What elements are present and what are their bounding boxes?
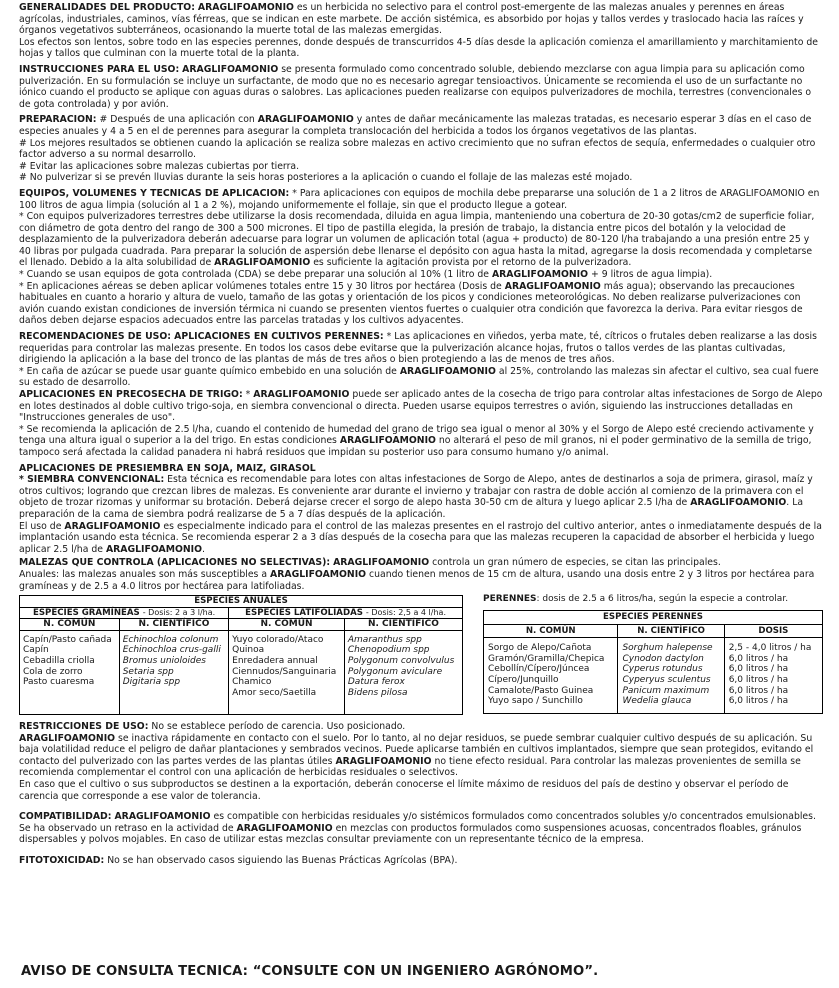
restricciones-text: No se establece período de carencia. Uso posicionado.: [151, 721, 406, 733]
section-recomendaciones: [19, 331, 823, 389]
common-name-cell: [20, 698, 120, 714]
precosecha-heading: APLICACIONES EN PRECOSECHA DE TRIGO:: [19, 389, 243, 400]
table-row: [484, 664, 823, 675]
instrucciones-heading: INSTRUCCIONES PARA EL USO:: [19, 63, 180, 75]
instrucciones-text: se presenta formulado como concentrado soluble, debiendo mezclarse con agua limpia para su aplicación como pulverización. En su formulación se incluye un surfactante, de modo que no es necesario agregar tensioactivos. Únicamente se recomienda el uso de un surfactante no iónico cuando el producto se aplique con aguas duras o salobres. Las aplicaciones pueden realizarse con equipos pulverizadores de mochila, terrestres (convencionales o de gota controlada) y por avión.: [19, 63, 812, 110]
equipos-heading: EQUIPOS, VOLUMENES Y TECNICAS DE APLICACION:: [19, 187, 290, 199]
product-name: ARAGLIFOAMONIO: [197, 2, 294, 13]
product-name: ARAGLIFOAMONIO: [236, 822, 333, 834]
preparacion-item: # No pulverizar si se prevén lluvias durante la seis horas posteriores a la aplicación o cuando el follaje de las malezas esté mojado.: [19, 172, 633, 184]
common-name-cell: Gramón/Gramilla/Chepica: [484, 654, 618, 665]
scientific-name-cell: Setaria spp: [119, 667, 228, 678]
table-caption: ESPECIES PERENNES: [484, 611, 823, 625]
scientific-name-cell: Sorghum halepense: [618, 638, 724, 654]
weed-tables: [19, 595, 823, 715]
fitotoxicidad-heading: FITOTOXICIDAD:: [19, 855, 105, 867]
product-name: ARAGLIFOAMONIO: [335, 755, 432, 767]
scientific-name-cell: Echinochloa crus-galli: [119, 645, 228, 656]
column-header: N. COMÚN: [229, 619, 345, 631]
table-caption: ESPECIES ANUALES: [20, 596, 463, 608]
dose-cell: 6,0 litros / ha: [724, 675, 822, 686]
common-name-cell: Cola de zorro: [20, 667, 120, 678]
equipos-text: * Cuando se usan equipos de gota controlada (CDA) se debe preparar una solución al 10% (1 litro de: [19, 269, 489, 281]
common-name-cell: [229, 698, 345, 714]
scientific-name-cell: Wedelia glauca: [618, 696, 724, 713]
preparacion-item: # Los mejores resultados se obtienen cuando la aplicación se realiza sobre malezas en activo crecimiento que no sufran efectos de sequía, enfermedades o cualquier otro factor adverso a su normal desarrollo.: [19, 137, 816, 161]
perennes-note: [483, 594, 788, 604]
scientific-name-cell: Bidens pilosa: [344, 688, 462, 699]
scientific-name-cell: Bromus unioloides: [119, 656, 228, 667]
group-label: ESPECIES GRAMÍNEAS: [32, 607, 140, 618]
recomendaciones-text: * En caña de azúcar se puede usar guante químico embebido en una solución de: [19, 365, 397, 377]
presiembra-text: es especialmente indicado para el control de las malezas presentes en el rastrojo del cultivo anterior, antes o inmediatamente después de la implantación usando esta técnica. Se recomienda esperar 2 a 3 días después de la cosecha para que las malezas recuperen la capacidad de absorber el herbicida y luego aplicar 2.5 l/ha de: [19, 520, 822, 555]
common-name-cell: Camalote/Pasto Guinea: [484, 686, 618, 697]
section-fitotoxicidad: [19, 855, 823, 867]
section-presiembra: [19, 463, 823, 556]
product-name: ARAGLIFOAMONIO: [19, 732, 116, 744]
group-dose: - Dosis: 2,5 a 4 l/ha.: [365, 607, 446, 617]
product-name: ARAGLIFOAMONIO: [333, 557, 430, 569]
common-name-cell: Capín/Pasto cañada: [20, 630, 120, 645]
common-name-cell: Yuyo colorado/Ataco: [229, 630, 345, 645]
section-restricciones: [19, 721, 823, 802]
dose-cell: 6,0 litros / ha: [724, 686, 822, 697]
precosecha-text: no alterará el peso de mil granos, ni el poder germinativo de la semilla de trigo, tampoco será afectada la calidad panadera ni habrá residuos que impidan su posterior uso para consumo humano y/o animal.: [19, 435, 812, 458]
recomendaciones-heading: RECOMENDACIONES DE USO: APLICACIONES EN CULTIVOS PERENNES:: [19, 331, 384, 343]
dose-cell: 2,5 - 4,0 litros / ha: [724, 638, 822, 654]
equipos-text: * En aplicaciones aéreas se deben aplicar volúmenes totales entre 15 y 30 litros por hectárea (Dosis de: [19, 280, 502, 292]
compatibilidad-text: en mezclas con productos formulados como suspensiones acuosas, concentrados floables, gránulos dispersables y polvos mojables. En caso de utilizar estas mezclas consultar previamente con un representante técnico de la empresa.: [19, 822, 802, 846]
common-name-cell: Chamico: [229, 677, 345, 688]
group-header-latifoliadas: [229, 607, 463, 619]
column-header: N. COMÚN: [20, 619, 120, 631]
section-generalidades: [19, 2, 823, 60]
restricciones-heading: RESTRICCIONES DE USO:: [19, 721, 149, 733]
technical-notice: AVISO DE CONSULTA TECNICA: “CONSULTE CON UN INGENIERO AGRÓNOMO”.: [21, 964, 599, 979]
generalidades-text: es un herbicida no selectivo para el control post-emergente de las malezas anuales y perennes en áreas agrícolas, industriales, caminos, vías férreas, que se indican en este marbete. De acción sistémica, es absorbido por hojas y tallos verdes y traslocado hacia las raíces y órganos vegetativos subterráneos, ocasionando la muerte total de las malezas emergidas.: [19, 2, 804, 37]
perennes-dose-note: : dosis de 2.5 a 6 litros/ha, según la especie a controlar.: [536, 594, 789, 605]
common-name-cell: Cebollín/Cípero/Júncea: [484, 664, 618, 675]
presiembra-text: Esta técnica es recomendable para lotes con altas infestaciones de Sorgo de Alepo, antes de destinarlos a soja de primera, girasol, maíz y otros cultivos; logrando que crezcan libres de malezas. Es conveniente arar durante el invierno y trabajar con rastra de doble acción al comienzo de la primavera con el objeto de trozar rizomas y uniformar su brotación. Deberá dejarse crecer el sorgo de alepo hasta 30-50 cm de altura y luego aplicar 2.5 l/ha de: [19, 474, 813, 509]
equipos-text: * Para aplicaciones con equipos de mochila debe prepararse una solución de 1 a 2 litros de ARAGLIFOAMONIO en 100 litros de agua limpia (solución al 1 a 2 %), mojando uniformemente el follaje, sin que el producto llegue a gotear.: [19, 187, 820, 211]
table-row: [484, 686, 823, 697]
common-name-cell: Pasto cuaresma: [20, 677, 120, 688]
scientific-name-cell: Cynodon dactylon: [618, 654, 724, 665]
scientific-name-cell: Panicum maximum: [618, 686, 724, 697]
restricciones-text: no tiene efecto residual. Para controlar las malezas provenientes de semilla se recomienda complementar el control con una aplicación de herbicidas residuales o selectivos.: [19, 755, 801, 779]
presiembra-text: . La preparación de la cama de siembra podrá realizarse de 5 a 7 días después de la aplicación.: [19, 497, 804, 520]
perennes-label: PERENNES: [483, 594, 537, 605]
dose-cell: 6,0 litros / ha: [724, 696, 822, 713]
table-row: [20, 698, 463, 714]
product-name: ARAGLIFOAMONIO: [257, 114, 354, 126]
scientific-name-cell: [119, 698, 228, 714]
column-header: N. CIENTÍFICO: [344, 619, 462, 631]
scientific-name-cell: [119, 688, 228, 699]
preparacion-text: y antes de dañar mecánicamente las malezas tratadas, es necesario esperar 3 días en el caso de especies anuales y 4 a 5 en el de perennes para asegurar la completa translocación del herbicida a todos los órganos vegetativos de las plantas.: [19, 114, 812, 137]
table-row: [484, 638, 823, 654]
table-row: [20, 656, 463, 667]
recomendaciones-text: * Las aplicaciones en viñedos, yerba mate, té, cítricos o frutales deben realizarse a las dosis requeridas para controlar las malezas presente. En todos los casos debe evitarse que la pulverización alcance hojas, frutos o tallos verdes de las plantas cultivadas, dirigiendo la aplicación a la base del tronco de las plantas de más de tres años o bien protegiendo a las de menos de tres años.: [19, 331, 817, 366]
malezas-text: controla un gran número de especies, se citan las principales.: [432, 557, 721, 569]
common-name-cell: Sorgo de Alepo/Cañota: [484, 638, 618, 654]
section-malezas: [19, 557, 823, 592]
equipos-text: + 9 litros de agua limpia).: [590, 269, 713, 281]
product-name: ARAGLIFOAMONIO: [399, 365, 496, 377]
table-row: [484, 696, 823, 713]
annual-species-table: [19, 595, 463, 715]
common-name-cell: Yuyo sapo / Sunchillo: [484, 696, 618, 713]
common-name-cell: [20, 688, 120, 699]
product-name: ARAGLIFOAMONIO: [253, 389, 350, 400]
common-name-cell: Cípero/Junquillo: [484, 675, 618, 686]
table-row: [484, 675, 823, 686]
product-name: ARAGLIFOAMONIO: [339, 435, 436, 447]
table-row: [20, 645, 463, 656]
section-precosecha: [19, 389, 823, 459]
preparacion-text: # Después de una aplicación con: [99, 114, 255, 126]
product-name: ARAGLIFOAMONIO: [690, 497, 787, 509]
malezas-text: cuando tienen menos de 15 cm de altura, usando una dosis entre 2 y 3 litros por hectárea para gramíneas y de 2.5 a 4.0 litros por hectárea para latifoliadas.: [19, 568, 815, 592]
table-row: [484, 654, 823, 665]
restricciones-text: En caso que el cultivo o sus subproductos se destinen a la exportación, deberán conocerse el límite máximo de residuos del país de destino y observar el período de carencia que corresponde a ese valor de tolerancia.: [19, 779, 789, 802]
equipos-text: * Con equipos pulverizadores terrestres debe utilizarse la dosis recomendada, diluida en agua limpia, manteniendo una cobertura de 20-30 gotas/cm2 de superficie foliar, con diámetro de gota dentro del rango de 300 a 500 micrones. El tipo de pastilla elegida, la presión de trabajo, la distancia entre picos del botalón y la velocidad de desplazamiento de la pulverizadora deberán adecuarse para lograr un volumen de aplicación total (agua + producto) de 80-120 l/ha trabajando a una presión entre 25 y 40 libras por pulgada cuadrada. Para preparar la solución de aspersión debe llenarse el depósito con agua hasta la mitad, agregarse la dosis recomendada y completarse el llenado. Debido a la alta solubilidad de: [19, 211, 815, 269]
perennial-species-table: [483, 610, 823, 714]
precosecha-text: puede ser aplicado antes de la cosecha de trigo para controlar altas infestaciones de Sorgo de Alepo en lotes destinados al doble cultivo trigo-soja, en siembra convencional o directa. Pueden usarse equipos terrestres o avión, siguiendo las instrucciones detalladas en "Instrucciones generales de uso".: [19, 389, 823, 424]
scientific-name-cell: Polygonum aviculare: [344, 667, 462, 678]
equipos-text: más agua); observando las precauciones habituales en cuanto a horario y altura de vuelo, tamaño de las gotas y orientación de los picos y condiciones meteorológicas. No deben realizarse pulverizaciones con avión cuando existan condiciones de inversión térmica ni cuando se presenten vientos fuertes o cualquier otra condición que favorezca la deriva. Para evitar riesgos de daños deben dejarse espacios adecuados entre las parcelas tratadas y los cultivos adyacentes.: [19, 280, 803, 327]
fitotoxicidad-text: No se han observado casos siguiendo las Buenas Prácticas Agrícolas (BPA).: [107, 855, 458, 867]
dose-cell: 6,0 litros / ha: [724, 664, 822, 675]
product-name: ARAGLIFOAMONIO: [504, 280, 601, 292]
scientific-name-cell: Amaranthus spp: [344, 630, 462, 645]
preparacion-item: # Evitar las aplicaciones sobre malezas cubiertas por tierra.: [19, 160, 300, 172]
precosecha-text: *: [245, 389, 251, 400]
column-header: DOSIS: [724, 624, 822, 638]
section-instrucciones: [19, 64, 823, 110]
generalidades-text-2: Los efectos son lentos, sobre todo en las especies perennes, donde después de transcurridos 4-5 días desde la aplicación comienza el amarillamiento y marchitamiento de hojas y tallos que culminan con la muerte total de la planta.: [19, 36, 818, 60]
common-name-cell: Enredadera annual: [229, 656, 345, 667]
compatibilidad-text: es compatible con herbicidas residuales y/o sistémicos formulados como concentrados solubles y/o concentrados emulsionables.: [213, 811, 816, 823]
preparacion-heading: PREPARACION:: [19, 114, 97, 126]
restricciones-text: se inactiva rápidamente en contacto con el suelo. Por lo tanto, al no dejar residuos, se puede sembrar cualquier cultivo después de su aplicación. Su baja volatilidad reduce el peligro de dañar plantaciones y sembrados vecinos. Puede aplicarse también en cultivos implantados, siempre que sean protegidos, evitando el contacto del pulverizado con las partes verdes de las plantas útiles: [19, 732, 814, 767]
equipos-text: es suficiente la agitación provista por el retorno de la pulverizadora.: [313, 257, 632, 269]
malezas-heading: MALEZAS QUE CONTROLA (APLICACIONES NO SELECTIVAS):: [19, 557, 331, 569]
scientific-name-cell: Cyperyus sculentus: [618, 675, 724, 686]
presiembra-heading: APLICACIONES DE PRESIEMBRA EN SOJA, MAIZ, GIRASOL: [19, 462, 316, 474]
recomendaciones-text: al 25%, controlando las malezas sin afectar el cultivo, sea cual fuere su estado de desarrollo.: [19, 365, 819, 389]
column-header: N. CIENTÍFICO: [618, 624, 724, 638]
compatibilidad-heading: COMPATIBILIDAD:: [19, 811, 112, 823]
common-name-cell: Quinoa: [229, 645, 345, 656]
malezas-text: Anuales: las malezas anuales son más susceptibles a: [19, 568, 268, 580]
column-header: N. CIENTÍFICO: [119, 619, 228, 631]
table-row: [20, 667, 463, 678]
common-name-cell: Ciennudos/Sanguinaria: [229, 667, 345, 678]
presiembra-text: El uso de: [19, 520, 62, 532]
scientific-name-cell: [344, 698, 462, 714]
product-name: ARAGLIFOAMONIO: [491, 269, 589, 281]
product-name: ARAGLIFOAMONIO: [182, 63, 279, 75]
column-header: N. COMÚN: [484, 624, 618, 638]
common-name-cell: Capín: [20, 645, 120, 656]
product-name: ARAGLIFOAMONIO: [105, 543, 203, 555]
compatibilidad-text: Se ha observado un retraso en la actividad de: [19, 822, 234, 834]
group-dose: - Dosis: 2 a 3 l/ha.: [142, 607, 216, 617]
product-name: ARAGLIFOAMONIO: [64, 520, 161, 532]
label-document: [19, 2, 823, 867]
scientific-name-cell: Cyperus rotundus: [618, 664, 724, 675]
group-header-gramineas: [20, 607, 229, 619]
scientific-name-cell: Datura ferox: [344, 677, 462, 688]
presiembra-subheading: * SIEMBRA CONVENCIONAL:: [19, 474, 165, 486]
common-name-cell: Cebadilla criolla: [20, 656, 120, 667]
section-compatibilidad: [19, 811, 823, 846]
product-name: ARAGLIFOAMONIO: [270, 568, 367, 580]
precosecha-text: * Se recomienda la aplicación de 2.5 l/ha, cuando el contenido de humedad del grano de trigo sea igual o menor al 30% y el Sorgo de Alepo esté creciendo activamente y tenga una altura igual o superior a la del trigo. En estas condiciones: [19, 423, 814, 447]
section-equipos: [19, 188, 823, 327]
section-preparacion: [19, 114, 823, 184]
common-name-cell: Amor seco/Saetilla: [229, 688, 345, 699]
dose-cell: 6,0 litros / ha: [724, 654, 822, 665]
product-name: ARAGLIFOAMONIO: [214, 257, 311, 269]
scientific-name-cell: Digitaria spp: [119, 677, 228, 688]
table-row: [20, 677, 463, 688]
generalidades-heading: GENERALIDADES DEL PRODUCTO:: [19, 2, 195, 13]
group-label: ESPECIES LATIFOLIADAS: [245, 607, 363, 618]
table-row: [20, 688, 463, 699]
presiembra-text: .: [202, 543, 205, 555]
table-row: [20, 630, 463, 645]
scientific-name-cell: Echinochloa colonum: [119, 630, 228, 645]
product-name: ARAGLIFOAMONIO: [114, 811, 211, 823]
scientific-name-cell: Polygonum convolvulus: [344, 656, 462, 667]
scientific-name-cell: Chenopodium spp: [344, 645, 462, 656]
